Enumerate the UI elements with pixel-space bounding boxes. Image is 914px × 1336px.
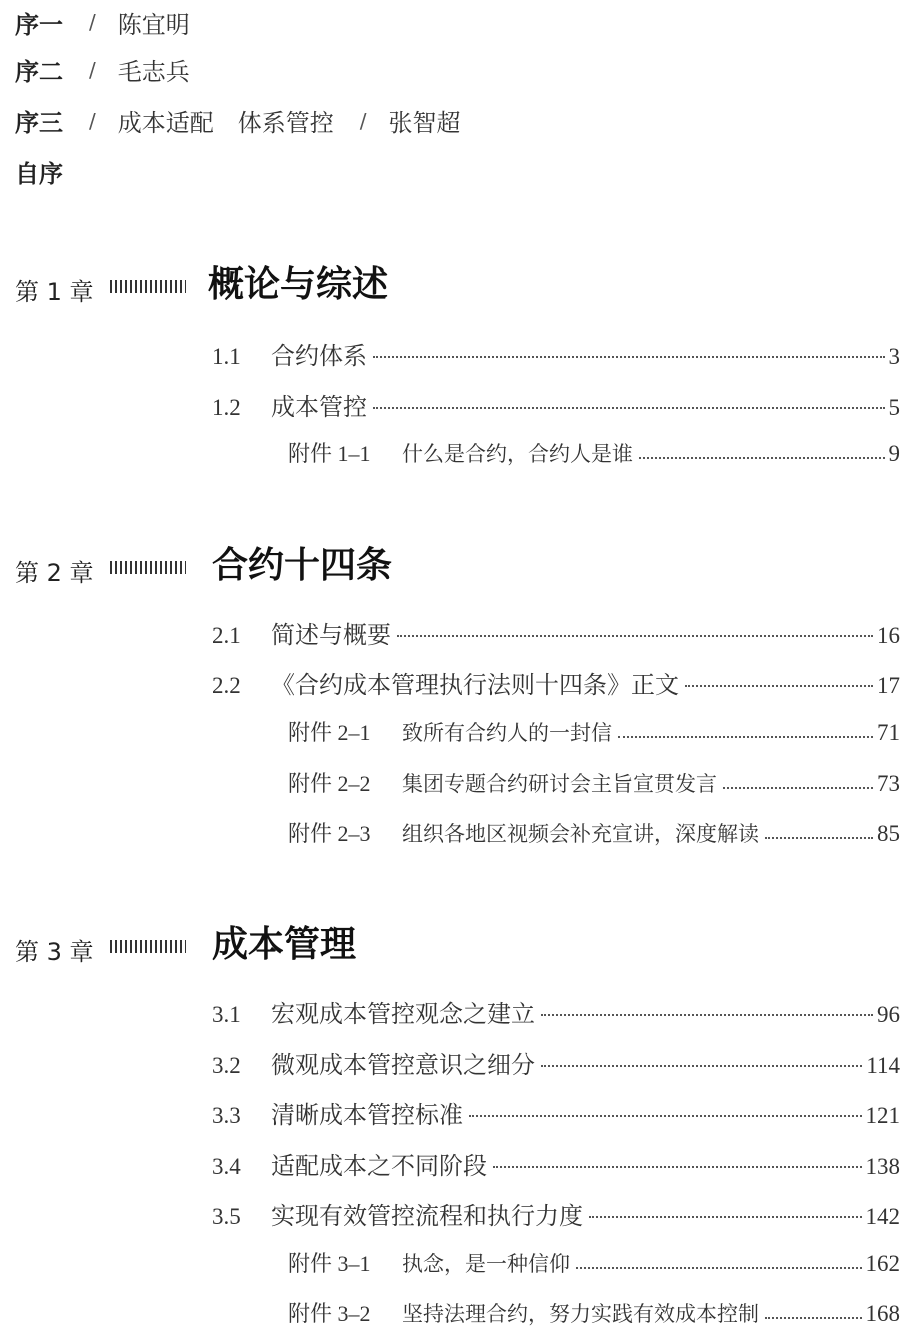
separator: /: [89, 108, 96, 133]
leader-dots: [589, 1216, 862, 1218]
page-number: 96: [877, 1002, 900, 1027]
leader-dots: [723, 787, 873, 789]
appendix-title: 坚持法理合约，努力实践有效成本控制: [402, 1302, 759, 1326]
section-title: 简述与概要: [271, 621, 391, 649]
page-number: 73: [877, 771, 900, 796]
separator: /: [89, 10, 96, 34]
leader-dots: [373, 407, 885, 409]
toc-entry[interactable]: [212, 1196, 900, 1230]
toc-entry[interactable]: [212, 665, 900, 699]
chapter-number: 第 3 章: [15, 938, 94, 966]
appendix-number: 附件 2–3: [288, 821, 371, 846]
appendix-title: 什么是合约，合约人是谁: [402, 442, 633, 466]
toc-appendix-entry[interactable]: [288, 767, 900, 797]
appendix-number: 附件 1–1: [288, 441, 371, 466]
chapter-bars-decoration: [110, 940, 186, 953]
page-number: 85: [877, 821, 900, 846]
appendix-title: 致所有合约人的一封信: [402, 721, 612, 745]
toc-entry[interactable]: [212, 1095, 900, 1129]
toc-appendix-entry[interactable]: [288, 716, 900, 746]
appendix-title: 集团专题合约研讨会主旨宣贯发言: [402, 772, 717, 796]
chapter-heading[interactable]: [0, 916, 914, 976]
section-title: 宏观成本管控观念之建立: [271, 1000, 535, 1028]
chapter-3: [0, 916, 914, 976]
chapter-title: 成本管理: [212, 924, 357, 965]
toc-entry[interactable]: [212, 994, 900, 1028]
preface-author: 毛志兵: [117, 58, 190, 86]
toc-appendix-entry[interactable]: [288, 1247, 900, 1277]
page-number: 17: [877, 673, 900, 698]
toc-appendix-entry[interactable]: [288, 1297, 900, 1327]
page-number: 16: [877, 623, 900, 648]
toc-entry[interactable]: [212, 1146, 900, 1180]
section-number: 3.2: [212, 1053, 241, 1078]
leader-dots: [618, 736, 873, 738]
leader-dots: [541, 1014, 873, 1016]
preface-label: 自序: [15, 160, 63, 188]
preface-label: 序三: [15, 109, 63, 137]
page-number: 162: [865, 1251, 900, 1276]
preface-1[interactable]: [15, 0, 487, 44]
appendix-number: 附件 3–2: [288, 1301, 371, 1326]
section-title: 适配成本之不同阶段: [271, 1152, 487, 1180]
separator: /: [89, 57, 96, 82]
chapter-title: 合约十四条: [212, 545, 393, 586]
appendix-number: 附件 2–2: [288, 771, 371, 796]
page-number: 5: [888, 395, 900, 420]
leader-dots: [765, 1317, 862, 1319]
chapter-number: 第 1 章: [15, 278, 94, 306]
leader-dots: [576, 1267, 862, 1269]
chapter-number: 第 2 章: [15, 559, 94, 587]
leader-dots: [685, 685, 873, 687]
section-title: 《合约成本管理执行法则十四条》正文: [271, 671, 679, 699]
toc-entry[interactable]: [212, 336, 900, 370]
section-title: 成本管控: [271, 393, 367, 421]
preface-label: 序二: [15, 58, 63, 86]
leader-dots: [397, 635, 873, 637]
section-number: 3.5: [212, 1204, 241, 1229]
section-title: 清晰成本管控标准: [271, 1101, 463, 1129]
toc-entry[interactable]: [212, 387, 900, 421]
section-number: 3.4: [212, 1154, 241, 1179]
preface-author: 陈宜明: [117, 10, 190, 39]
preface-label: 序一: [15, 10, 63, 39]
preface-author: 张智超: [388, 109, 461, 137]
chapter-title: 概论与综述: [208, 264, 389, 305]
section-number: 3.1: [212, 1002, 241, 1027]
section-number: 1.1: [212, 344, 241, 369]
page-number: 168: [865, 1301, 900, 1326]
toc-appendix-entry[interactable]: [288, 817, 900, 847]
chapter-1: [0, 256, 914, 316]
section-number: 1.2: [212, 395, 241, 420]
appendix-title: 执念，是一种信仰: [402, 1252, 570, 1276]
chapter-2: [0, 537, 914, 597]
toc-entry[interactable]: [212, 1045, 900, 1079]
page-number: 71: [877, 720, 900, 745]
section-title: 实现有效管控流程和执行力度: [271, 1202, 583, 1230]
chapter-bars-decoration: [110, 280, 186, 293]
toc-appendix-entry[interactable]: [288, 437, 900, 467]
section-number: 2.2: [212, 673, 241, 698]
separator: /: [359, 108, 367, 133]
section-number: 2.1: [212, 623, 241, 648]
page-number: 114: [866, 1053, 900, 1078]
section-number: 3.3: [212, 1103, 241, 1128]
preface-3[interactable]: [15, 95, 487, 146]
preface-self[interactable]: [15, 146, 487, 197]
page-number: 3: [888, 344, 900, 369]
preface-list: [15, 0, 487, 197]
section-title: 合约体系: [271, 342, 367, 370]
leader-dots: [765, 837, 873, 839]
leader-dots: [541, 1065, 862, 1067]
appendix-number: 附件 2–1: [288, 720, 371, 745]
page-number: 138: [865, 1154, 900, 1179]
appendix-number: 附件 3–1: [288, 1251, 371, 1276]
page-number: 9: [888, 441, 900, 466]
leader-dots: [373, 356, 885, 358]
preface-2[interactable]: [15, 44, 487, 95]
chapter-heading[interactable]: [0, 256, 914, 316]
chapter-bars-decoration: [110, 561, 186, 574]
chapter-heading[interactable]: [0, 537, 914, 597]
page-number: 121: [865, 1103, 900, 1128]
appendix-title: 组织各地区视频会补充宣讲，深度解读: [402, 822, 759, 846]
toc-entry[interactable]: [212, 615, 900, 649]
leader-dots: [469, 1115, 862, 1117]
preface-title: 成本适配 体系管控: [117, 109, 334, 137]
leader-dots: [639, 457, 885, 459]
page-number: 142: [865, 1204, 900, 1229]
section-title: 微观成本管控意识之细分: [271, 1051, 535, 1079]
leader-dots: [493, 1166, 862, 1168]
